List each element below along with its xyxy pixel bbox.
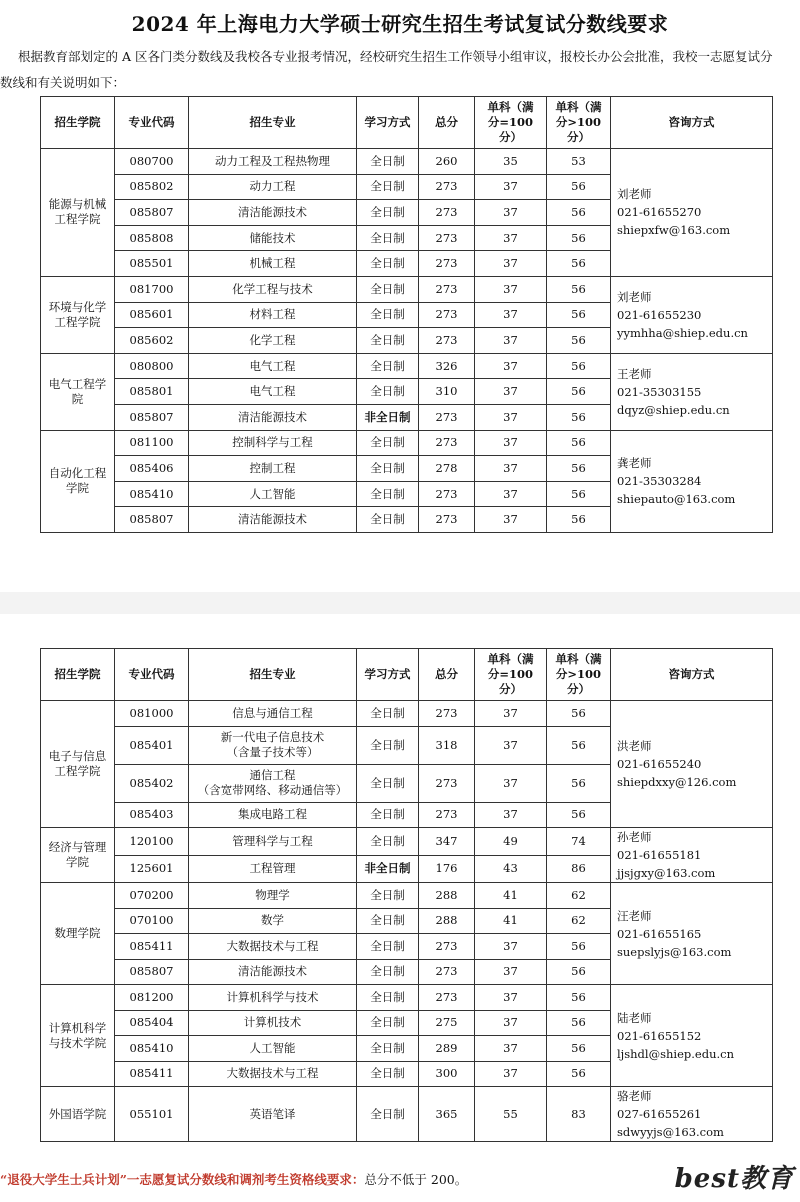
total-score-cell: 365 [419, 1087, 475, 1142]
page-title: 2024 年上海电力大学硕士研究生招生考试复试分数线要求 [131, 12, 669, 36]
header-single-100: 单科（满 分=100 分） [475, 97, 547, 149]
total-score-cell: 273 [419, 276, 475, 302]
table-header-row [41, 649, 773, 701]
code-cell: 081700 [115, 276, 189, 302]
contact-cell: 汪老师 021-61655165 suepslyjs@163.com [611, 883, 773, 985]
footnote-label: “退役大学生士兵计划”一志愿复试分数线和调剂考生资格线要求： [0, 1172, 365, 1187]
header-code: 专业代码 [115, 97, 189, 149]
table-row [41, 1087, 773, 1142]
single-100-cell: 37 [475, 1010, 547, 1036]
mode-cell: 全日制 [357, 456, 419, 482]
code-cell: 085801 [115, 379, 189, 405]
single-over-100-cell: 56 [547, 985, 611, 1011]
single-100-cell: 37 [475, 764, 547, 802]
mode-cell: 全日制 [357, 200, 419, 226]
college-cell: 能源与机械 工程学院 [41, 149, 115, 277]
mode-cell: 全日制 [357, 934, 419, 960]
mode-cell: 全日制 [357, 149, 419, 175]
code-cell: 081000 [115, 701, 189, 727]
single-over-100-cell: 74 [547, 828, 611, 856]
mode-cell: 非全日制 [357, 855, 419, 883]
code-cell: 070100 [115, 908, 189, 934]
table-row [41, 883, 773, 909]
major-cell: 通信工程 （含宽带网络、移动通信等） [189, 764, 357, 802]
mode-cell: 全日制 [357, 764, 419, 802]
single-100-cell: 37 [475, 404, 547, 430]
single-over-100-cell: 56 [547, 251, 611, 277]
total-score-cell: 273 [419, 802, 475, 828]
table-header-row [41, 97, 773, 149]
mode-cell: 全日制 [357, 883, 419, 909]
code-cell: 085807 [115, 404, 189, 430]
code-cell: 085411 [115, 1061, 189, 1087]
single-over-100-cell: 56 [547, 302, 611, 328]
single-100-cell: 37 [475, 726, 547, 764]
total-score-cell: 278 [419, 456, 475, 482]
single-over-100-cell: 62 [547, 908, 611, 934]
header-total: 总分 [419, 649, 475, 701]
single-over-100-cell: 56 [547, 276, 611, 302]
total-score-cell: 288 [419, 883, 475, 909]
major-cell: 集成电路工程 [189, 802, 357, 828]
single-over-100-cell: 56 [547, 174, 611, 200]
single-over-100-cell: 56 [547, 1036, 611, 1062]
mode-cell: 全日制 [357, 959, 419, 985]
single-over-100-cell: 53 [547, 149, 611, 175]
major-cell: 清洁能源技术 [189, 404, 357, 430]
major-cell: 大数据技术与工程 [189, 934, 357, 960]
major-cell: 大数据技术与工程 [189, 1061, 357, 1087]
mode-cell: 全日制 [357, 430, 419, 456]
single-over-100-cell: 83 [547, 1087, 611, 1142]
code-cell: 085401 [115, 726, 189, 764]
college-cell: 电子与信息 工程学院 [41, 701, 115, 828]
major-cell: 储能技术 [189, 225, 357, 251]
single-over-100-cell: 56 [547, 404, 611, 430]
code-cell: 085601 [115, 302, 189, 328]
total-score-cell: 300 [419, 1061, 475, 1087]
single-100-cell: 37 [475, 302, 547, 328]
header-total: 总分 [419, 97, 475, 149]
total-score-cell: 273 [419, 302, 475, 328]
mode-cell: 全日制 [357, 225, 419, 251]
single-100-cell: 37 [475, 802, 547, 828]
header-college: 招生学院 [41, 649, 115, 701]
major-cell: 机械工程 [189, 251, 357, 277]
single-100-cell: 37 [475, 1036, 547, 1062]
single-100-cell: 37 [475, 353, 547, 379]
college-cell: 外国语学院 [41, 1087, 115, 1142]
header-code: 专业代码 [115, 649, 189, 701]
code-cell: 085807 [115, 200, 189, 226]
total-score-cell: 318 [419, 726, 475, 764]
total-score-cell: 273 [419, 225, 475, 251]
code-cell: 081200 [115, 985, 189, 1011]
major-cell: 电气工程 [189, 379, 357, 405]
major-cell: 化学工程与技术 [189, 276, 357, 302]
single-100-cell: 49 [475, 828, 547, 856]
table-row [41, 828, 773, 856]
single-100-cell: 37 [475, 328, 547, 354]
code-cell: 085807 [115, 959, 189, 985]
single-100-cell: 55 [475, 1087, 547, 1142]
code-cell: 085402 [115, 764, 189, 802]
major-cell: 电气工程 [189, 353, 357, 379]
header-contact: 咨询方式 [611, 649, 773, 701]
single-over-100-cell: 56 [547, 802, 611, 828]
college-cell: 电气工程学 院 [41, 353, 115, 430]
mode-cell: 全日制 [357, 828, 419, 856]
table-row [41, 701, 773, 727]
intro-paragraph [0, 44, 800, 96]
header-single-100: 单科（满 分=100 分） [475, 649, 547, 701]
single-100-cell: 43 [475, 855, 547, 883]
mode-cell: 全日制 [357, 726, 419, 764]
single-100-cell: 37 [475, 251, 547, 277]
total-score-cell: 176 [419, 855, 475, 883]
major-cell: 管理科学与工程 [189, 828, 357, 856]
table-row [41, 276, 773, 302]
major-cell: 人工智能 [189, 1036, 357, 1062]
mode-cell: 全日制 [357, 276, 419, 302]
mode-cell: 全日制 [357, 174, 419, 200]
mode-cell: 全日制 [357, 1036, 419, 1062]
mode-cell: 全日制 [357, 507, 419, 533]
intro-line-2: 数线和有关说明如下： [0, 75, 126, 90]
score-table-2 [40, 648, 773, 1142]
code-cell: 085802 [115, 174, 189, 200]
footnote-text: 总分不低于 200。 [364, 1172, 468, 1187]
code-cell: 085410 [115, 1036, 189, 1062]
table-row [41, 430, 773, 456]
contact-cell: 洪老师 021-61655240 shiepdxxy@126.com [611, 701, 773, 828]
mode-cell: 全日制 [357, 302, 419, 328]
single-100-cell: 37 [475, 456, 547, 482]
code-cell: 085406 [115, 456, 189, 482]
major-cell: 清洁能源技术 [189, 507, 357, 533]
single-over-100-cell: 56 [547, 456, 611, 482]
major-cell: 清洁能源技术 [189, 959, 357, 985]
major-cell: 数学 [189, 908, 357, 934]
mode-cell: 全日制 [357, 481, 419, 507]
single-over-100-cell: 56 [547, 934, 611, 960]
single-100-cell: 37 [475, 430, 547, 456]
single-over-100-cell: 56 [547, 200, 611, 226]
contact-cell: 孙老师 021-61655181 jjsjgxy@163.com [611, 828, 773, 883]
mode-cell: 全日制 [357, 379, 419, 405]
code-cell: 081100 [115, 430, 189, 456]
total-score-cell: 310 [419, 379, 475, 405]
major-cell: 英语笔译 [189, 1087, 357, 1142]
single-over-100-cell: 56 [547, 1061, 611, 1087]
major-cell: 化学工程 [189, 328, 357, 354]
total-score-cell: 347 [419, 828, 475, 856]
major-cell: 控制科学与工程 [189, 430, 357, 456]
single-100-cell: 37 [475, 225, 547, 251]
mode-cell: 全日制 [357, 802, 419, 828]
single-over-100-cell: 56 [547, 379, 611, 405]
single-over-100-cell: 62 [547, 883, 611, 909]
total-score-cell: 273 [419, 985, 475, 1011]
header-major: 招生专业 [189, 649, 357, 701]
total-score-cell: 275 [419, 1010, 475, 1036]
college-cell: 数理学院 [41, 883, 115, 985]
major-cell: 计算机科学与技术 [189, 985, 357, 1011]
major-cell: 清洁能源技术 [189, 200, 357, 226]
single-over-100-cell: 56 [547, 701, 611, 727]
code-cell: 120100 [115, 828, 189, 856]
total-score-cell: 273 [419, 174, 475, 200]
code-cell: 080700 [115, 149, 189, 175]
total-score-cell: 273 [419, 507, 475, 533]
contact-cell: 骆老师 027-61655261 sdwyyjs@163.com [611, 1087, 773, 1142]
mode-cell: 全日制 [357, 701, 419, 727]
single-over-100-cell: 56 [547, 225, 611, 251]
contact-cell: 刘老师 021-61655230 yymhha@shiep.edu.cn [611, 276, 773, 353]
header-college: 招生学院 [41, 97, 115, 149]
major-cell: 信息与通信工程 [189, 701, 357, 727]
single-100-cell: 35 [475, 149, 547, 175]
single-100-cell: 37 [475, 174, 547, 200]
single-over-100-cell: 56 [547, 507, 611, 533]
mode-cell: 全日制 [357, 1010, 419, 1036]
mode-cell: 全日制 [357, 1061, 419, 1087]
total-score-cell: 273 [419, 430, 475, 456]
table-row [41, 985, 773, 1011]
college-cell: 经济与管理 学院 [41, 828, 115, 883]
code-cell: 085807 [115, 507, 189, 533]
code-cell: 080800 [115, 353, 189, 379]
total-score-cell: 289 [419, 1036, 475, 1062]
single-100-cell: 37 [475, 1061, 547, 1087]
contact-cell: 刘老师 021-61655270 shiepxfw@163.com [611, 149, 773, 277]
header-major: 招生专业 [189, 97, 357, 149]
college-cell: 环境与化学 工程学院 [41, 276, 115, 353]
mode-cell: 全日制 [357, 985, 419, 1011]
single-100-cell: 37 [475, 481, 547, 507]
total-score-cell: 273 [419, 328, 475, 354]
header-contact: 咨询方式 [611, 97, 773, 149]
single-100-cell: 37 [475, 276, 547, 302]
single-100-cell: 37 [475, 934, 547, 960]
mode-cell: 全日制 [357, 328, 419, 354]
total-score-cell: 288 [419, 908, 475, 934]
major-cell: 动力工程及工程热物理 [189, 149, 357, 175]
mode-cell: 全日制 [357, 908, 419, 934]
contact-cell: 龚老师 021-35303284 shiepauto@163.com [611, 430, 773, 532]
code-cell: 055101 [115, 1087, 189, 1142]
code-cell: 085602 [115, 328, 189, 354]
major-cell: 材料工程 [189, 302, 357, 328]
header-single-over-100: 单科（满 分>100 分） [547, 97, 611, 149]
college-cell: 计算机科学 与技术学院 [41, 985, 115, 1087]
single-over-100-cell: 56 [547, 353, 611, 379]
total-score-cell: 273 [419, 701, 475, 727]
single-over-100-cell: 56 [547, 959, 611, 985]
total-score-cell: 326 [419, 353, 475, 379]
total-score-cell: 273 [419, 404, 475, 430]
college-cell: 自动化工程 学院 [41, 430, 115, 532]
major-cell: 人工智能 [189, 481, 357, 507]
single-over-100-cell: 86 [547, 855, 611, 883]
total-score-cell: 273 [419, 481, 475, 507]
table-row [41, 353, 773, 379]
total-score-cell: 273 [419, 764, 475, 802]
intro-line-1: 根据教育部划定的 A 区各门类分数线及我校各专业报考情况，经校研究生招生工作领导小组审议，报校长办公会批准，我校一志愿复试分 [18, 49, 773, 64]
total-score-cell: 273 [419, 200, 475, 226]
page-gap [0, 592, 800, 614]
code-cell: 085411 [115, 934, 189, 960]
single-100-cell: 37 [475, 959, 547, 985]
single-100-cell: 41 [475, 908, 547, 934]
score-table-1 [40, 96, 773, 533]
single-100-cell: 37 [475, 200, 547, 226]
code-cell: 085501 [115, 251, 189, 277]
single-100-cell: 37 [475, 985, 547, 1011]
header-mode: 学习方式 [357, 649, 419, 701]
major-cell: 控制工程 [189, 456, 357, 482]
mode-cell: 非全日制 [357, 404, 419, 430]
major-cell: 动力工程 [189, 174, 357, 200]
mode-cell: 全日制 [357, 353, 419, 379]
total-score-cell: 273 [419, 251, 475, 277]
watermark-logo: best教育 [674, 1164, 794, 1194]
code-cell: 085404 [115, 1010, 189, 1036]
major-cell: 计算机技术 [189, 1010, 357, 1036]
major-cell: 工程管理 [189, 855, 357, 883]
single-100-cell: 41 [475, 883, 547, 909]
single-100-cell: 37 [475, 507, 547, 533]
major-cell: 物理学 [189, 883, 357, 909]
contact-cell: 陆老师 021-61655152 ljshdl@shiep.edu.cn [611, 985, 773, 1087]
header-mode: 学习方式 [357, 97, 419, 149]
header-single-over-100: 单科（满 分>100 分） [547, 649, 611, 701]
mode-cell: 全日制 [357, 1087, 419, 1142]
code-cell: 085808 [115, 225, 189, 251]
major-cell: 新一代电子信息技术 （含量子技术等） [189, 726, 357, 764]
single-over-100-cell: 56 [547, 481, 611, 507]
total-score-cell: 260 [419, 149, 475, 175]
single-100-cell: 37 [475, 379, 547, 405]
single-over-100-cell: 56 [547, 328, 611, 354]
table-row [41, 149, 773, 175]
mode-cell: 全日制 [357, 251, 419, 277]
code-cell: 070200 [115, 883, 189, 909]
contact-cell: 王老师 021-35303155 dqyz@shiep.edu.cn [611, 353, 773, 430]
total-score-cell: 273 [419, 959, 475, 985]
single-over-100-cell: 56 [547, 764, 611, 802]
code-cell: 085410 [115, 481, 189, 507]
single-over-100-cell: 56 [547, 726, 611, 764]
single-100-cell: 37 [475, 701, 547, 727]
total-score-cell: 273 [419, 934, 475, 960]
single-over-100-cell: 56 [547, 430, 611, 456]
code-cell: 125601 [115, 855, 189, 883]
code-cell: 085403 [115, 802, 189, 828]
single-over-100-cell: 56 [547, 1010, 611, 1036]
